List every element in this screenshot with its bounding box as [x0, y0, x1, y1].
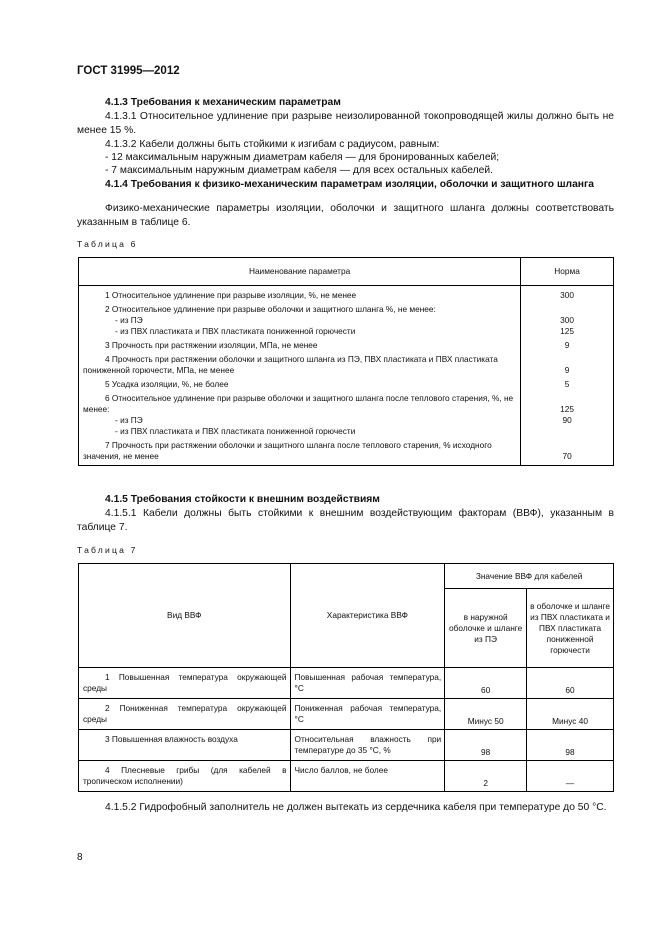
value-pe: 98: [445, 730, 527, 761]
page-number: 8: [77, 852, 83, 863]
section-414-title: 4.1.4 Требования к физико-механическим параметрам изоляции, оболочки и защитного шланга: [105, 179, 595, 190]
norm-value: [521, 393, 613, 404]
table-row: [79, 761, 614, 792]
paragraph-4132: 4.1.3.2 Кабели должны быть стойкими к изгибам с радиусом, равным:: [105, 139, 440, 150]
table-7-header-group: Значение ВВФ для кабелей: [445, 564, 614, 589]
impact-type: 2 Пониженная температура окружающей среды: [79, 699, 291, 730]
section-413-title: 4.1.3 Требования к механическим параметрам: [105, 97, 341, 108]
value-pe: Минус 50: [445, 699, 527, 730]
table-7-header-type: Вид ВВФ: [79, 564, 291, 668]
parameter-subitem: - из ПВХ пластиката и ПВХ пластиката пониженной горючести: [115, 426, 356, 436]
paragraph-4151: 4.1.5.1 Кабели должны быть стойкими к внешним воздействующим факторам (ВВФ), указанным в таблице 7.: [77, 508, 614, 533]
table-row: [79, 699, 614, 730]
table-6-header-parameter: Наименование параметра: [79, 258, 521, 286]
parameter-name: 2 Относительное удлинение при разрыве оболочки и защитного шланга %, не менее:: [105, 304, 436, 314]
table-row: [79, 301, 614, 337]
table-row: [79, 668, 614, 699]
parameter-subitem: - из ПЭ: [115, 415, 143, 425]
table-7-caption: Таблица 7: [77, 545, 138, 555]
norm-value: [521, 304, 613, 315]
norm-value: 9: [564, 365, 570, 375]
parameter-name: 5 Усадка изоляции, %, не более: [105, 379, 229, 389]
parameter-name: 1 Относительное удлинение при разрыве изоляции, %, не менее: [105, 290, 357, 300]
impact-characteristic: Относительная влажность при температуре до 35 °С, %: [290, 730, 445, 761]
table-6-caption: Таблица 6: [77, 239, 138, 249]
value-pe: 2: [445, 761, 527, 792]
table-6-header-norm: Норма: [521, 258, 614, 286]
table-row: [79, 286, 614, 302]
norm-value: 300: [560, 315, 574, 325]
paragraph-414: Физико-механические параметры изоляции, оболочки и защитного шланга должны соответствовать указанным в таблице 6.: [77, 203, 614, 228]
table-7-header-characteristic: Характеристика ВВФ: [290, 564, 445, 668]
table-row: [79, 351, 614, 376]
table-row: [79, 437, 614, 466]
value-pvc: 98: [527, 730, 614, 761]
parameter-name: 3 Прочность при растяжении изоляции, МПа, не менее: [105, 340, 318, 350]
table-6: [78, 257, 614, 466]
impact-characteristic: Число баллов, не более: [290, 761, 445, 792]
norm-value: 9: [564, 340, 570, 350]
section-415-title: 4.1.5 Требования стойкости к внешним воздействиям: [105, 494, 380, 505]
impact-type: 1 Повышенная температура окружающей среды: [79, 668, 291, 699]
norm-value: 125: [560, 404, 574, 414]
table-7: [78, 563, 614, 792]
value-pe: 60: [445, 668, 527, 699]
value-pvc: 60: [527, 668, 614, 699]
value-pvc: —: [527, 761, 614, 792]
paragraph-4152: 4.1.5.2 Гидрофобный заполнитель не должен вытекать из сердечника кабеля при температуре до 50 °С.: [105, 802, 607, 813]
table-row: [79, 376, 614, 390]
paragraph-4131: 4.1.3.1 Относительное удлинение при разрыве неизолированной токопроводящей жилы должно быть не менее 15 %.: [77, 111, 614, 136]
table-7-header-pvc: в оболочке и шланге из ПВХ пластиката и ПВХ пластиката пониженной горючести: [527, 589, 614, 668]
impact-characteristic: Пониженная рабочая температура, °С: [290, 699, 445, 730]
parameter-subitem: - из ПЭ: [115, 315, 143, 325]
document-header: ГОСТ 31995—2012: [77, 65, 180, 77]
parameter-subitem: - из ПВХ пластиката и ПВХ пластиката пониженной горючести: [115, 326, 356, 336]
parameter-name: 6 Относительное удлинение при разрыве оболочки и защитного шланга после теплового старения, %, не менее:: [83, 393, 514, 414]
table-7-header-pe: в наружной оболочке и шланге из ПЭ: [445, 589, 527, 668]
list-item-other: - 7 максимальным наружным диаметрам кабеля — для всех остальных кабелей.: [105, 165, 494, 176]
impact-type: 3 Повышенная влажность воздуха: [79, 730, 291, 761]
list-item-armored: - 12 максимальным наружным диаметрам кабеля — для бронированных кабелей;: [105, 152, 500, 163]
impact-type: 4 Плесневые грибы (для кабелей в тропическом исполнении): [79, 761, 291, 792]
table-row: [79, 730, 614, 761]
table-row: [79, 390, 614, 437]
parameter-name: 4 Прочность при растяжении оболочки и защитного шланга из ПЭ, ПВХ пластиката и ПВХ пластиката пониженной горючести, МПа, не менее: [83, 354, 498, 375]
table-row: [79, 337, 614, 351]
norm-value: 300: [560, 290, 574, 300]
parameter-name: 7 Прочность при растяжении оболочки и защитного шланга после теплового старения, % исходного значения, не менее: [83, 440, 492, 461]
norm-value: 125: [560, 326, 574, 336]
norm-value: 5: [564, 379, 570, 389]
impact-characteristic: Повышенная рабочая температура, °С: [290, 668, 445, 699]
norm-value: 70: [562, 451, 572, 461]
norm-value: 90: [562, 415, 572, 425]
value-pvc: Минус 40: [527, 699, 614, 730]
